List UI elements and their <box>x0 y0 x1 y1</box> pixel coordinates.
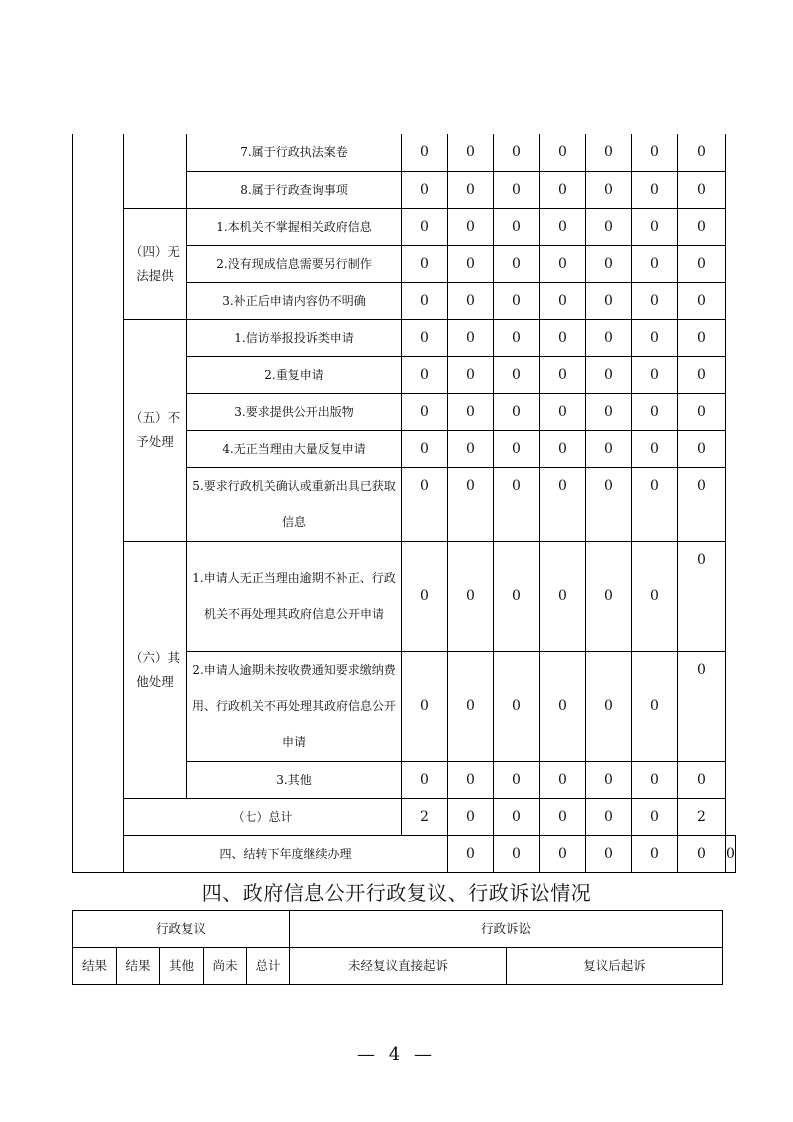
value-cell: 0 <box>586 430 632 467</box>
value-cell: 0 <box>586 282 632 319</box>
value-cell: 0 <box>448 245 494 282</box>
application-handling-table <box>72 134 736 873</box>
value-cell: 0 <box>494 319 540 356</box>
review-litigation-table <box>72 910 723 985</box>
value-cell: 0 <box>494 356 540 393</box>
value-cell: 0 <box>494 835 540 872</box>
value-cell: 0 <box>632 835 678 872</box>
table-row <box>73 208 736 245</box>
row-label: 3.补正后申请内容仍不明确 <box>187 282 402 319</box>
outer-blank-cell <box>73 134 124 872</box>
value-cell: 2 <box>402 798 448 835</box>
value-cell: 0 <box>448 356 494 393</box>
value-cell: 0 <box>586 245 632 282</box>
value-cell: 0 <box>540 651 586 761</box>
value-cell: 0 <box>678 245 726 282</box>
value-cell: 0 <box>586 798 632 835</box>
direct-suit-header: 未经复议直接起诉 <box>290 948 507 985</box>
value-cell: 0 <box>632 208 678 245</box>
value-cell: 0 <box>540 393 586 430</box>
value-cell: 0 <box>540 467 586 541</box>
admin-review-header: 行政复议 <box>73 911 290 948</box>
value-cell: 0 <box>678 208 726 245</box>
value-cell: 0 <box>726 835 736 872</box>
group-label-unable: （四）无法提供 <box>124 208 187 319</box>
value-cell: 0 <box>678 393 726 430</box>
value-cell: 0 <box>448 134 494 171</box>
value-cell: 0 <box>632 798 678 835</box>
value-cell: 0 <box>586 761 632 798</box>
value-cell: 0 <box>402 319 448 356</box>
value-cell: 0 <box>494 393 540 430</box>
value-cell: 0 <box>586 208 632 245</box>
value-cell: 0 <box>540 134 586 171</box>
value-cell: 0 <box>494 467 540 541</box>
value-cell: 0 <box>632 541 678 651</box>
value-cell: 0 <box>632 393 678 430</box>
value-cell: 0 <box>678 541 726 651</box>
row-label: 8.属于行政查询事项 <box>187 171 402 208</box>
value-cell: 0 <box>402 356 448 393</box>
value-cell: 0 <box>678 651 726 761</box>
value-cell: 0 <box>632 319 678 356</box>
row-label: 2.申请人逾期未按收费通知要求缴纳费用、行政机关不再处理其政府信息公开申请 <box>187 651 402 761</box>
value-cell: 0 <box>448 835 494 872</box>
value-cell: 0 <box>586 541 632 651</box>
value-cell: 0 <box>540 245 586 282</box>
value-cell: 0 <box>448 761 494 798</box>
value-cell: 0 <box>448 319 494 356</box>
value-cell: 0 <box>494 282 540 319</box>
row-label: 4.无正当理由大量反复申请 <box>187 430 402 467</box>
value-cell: 2 <box>678 798 726 835</box>
table-row <box>73 948 723 985</box>
value-cell: 0 <box>586 319 632 356</box>
value-cell: 0 <box>494 134 540 171</box>
value-cell: 0 <box>678 134 726 171</box>
value-cell: 0 <box>632 134 678 171</box>
value-cell: 0 <box>632 245 678 282</box>
row-label: 2.重复申请 <box>187 356 402 393</box>
value-cell: 0 <box>586 651 632 761</box>
value-cell: 0 <box>402 134 448 171</box>
table-row <box>73 134 736 171</box>
value-cell: 0 <box>448 282 494 319</box>
value-cell: 0 <box>586 356 632 393</box>
review-col-header: 尚未 <box>204 948 247 985</box>
row-label: 3.要求提供公开出版物 <box>187 393 402 430</box>
value-cell: 0 <box>402 467 448 541</box>
value-cell: 0 <box>632 651 678 761</box>
group-cell-continued <box>124 134 187 208</box>
value-cell: 0 <box>494 798 540 835</box>
value-cell: 0 <box>678 171 726 208</box>
value-cell: 0 <box>448 430 494 467</box>
value-cell: 0 <box>540 171 586 208</box>
value-cell: 0 <box>402 393 448 430</box>
value-cell: 0 <box>402 761 448 798</box>
value-cell: 0 <box>540 761 586 798</box>
value-cell: 0 <box>632 430 678 467</box>
value-cell: 0 <box>540 541 586 651</box>
admin-litigation-header: 行政诉讼 <box>290 911 723 948</box>
value-cell: 0 <box>448 651 494 761</box>
row-label: 1.申请人无正当理由逾期不补正、行政机关不再处理其政府信息公开申请 <box>187 541 402 651</box>
value-cell: 0 <box>448 798 494 835</box>
value-cell: 0 <box>402 430 448 467</box>
value-cell: 0 <box>494 171 540 208</box>
value-cell: 0 <box>402 208 448 245</box>
row-label: 1.本机关不掌握相关政府信息 <box>187 208 402 245</box>
value-cell: 0 <box>494 761 540 798</box>
value-cell: 0 <box>678 282 726 319</box>
value-cell: 0 <box>678 356 726 393</box>
row-label: 2.没有现成信息需要另行制作 <box>187 245 402 282</box>
row-label: 3.其他 <box>187 761 402 798</box>
value-cell: 0 <box>402 541 448 651</box>
review-col-header: 结果 <box>117 948 160 985</box>
row-label: 7.属于行政执法案卷 <box>187 134 402 171</box>
value-cell: 0 <box>494 651 540 761</box>
value-cell: 0 <box>678 430 726 467</box>
table-row <box>73 911 723 948</box>
value-cell: 0 <box>540 356 586 393</box>
value-cell: 0 <box>678 761 726 798</box>
review-col-header: 其他 <box>160 948 204 985</box>
table-row-total <box>73 798 736 835</box>
value-cell: 0 <box>678 835 726 872</box>
value-cell: 0 <box>540 835 586 872</box>
value-cell: 0 <box>402 282 448 319</box>
row-label: 5.要求行政机关确认或重新出具已获取信息 <box>187 467 402 541</box>
row-label: 1.信访举报投诉类申请 <box>187 319 402 356</box>
value-cell: 0 <box>448 541 494 651</box>
review-col-header: 结果 <box>73 948 117 985</box>
value-cell: 0 <box>678 467 726 541</box>
table-row <box>73 319 736 356</box>
value-cell: 0 <box>448 393 494 430</box>
table-row <box>73 541 736 651</box>
table-row-carry-over <box>73 835 736 872</box>
value-cell: 0 <box>586 171 632 208</box>
carry-over-label: 四、结转下年度继续办理 <box>124 835 448 872</box>
value-cell: 0 <box>494 430 540 467</box>
section-title: 四、政府信息公开行政复议、行政诉讼情况 <box>201 881 592 905</box>
value-cell: 0 <box>586 134 632 171</box>
value-cell: 0 <box>540 798 586 835</box>
value-cell: 0 <box>586 467 632 541</box>
value-cell: 0 <box>402 651 448 761</box>
value-cell: 0 <box>586 393 632 430</box>
value-cell: 0 <box>448 208 494 245</box>
value-cell: 0 <box>632 171 678 208</box>
after-review-suit-header: 复议后起诉 <box>507 948 723 985</box>
value-cell: 0 <box>402 245 448 282</box>
value-cell: 0 <box>448 171 494 208</box>
value-cell: 0 <box>632 761 678 798</box>
value-cell: 0 <box>632 282 678 319</box>
value-cell: 0 <box>540 430 586 467</box>
group-label-not-processed: （五）不予处理 <box>124 319 187 541</box>
value-cell: 0 <box>494 541 540 651</box>
value-cell: 0 <box>402 171 448 208</box>
review-col-header: 总计 <box>247 948 290 985</box>
value-cell: 0 <box>540 282 586 319</box>
page-number: — 4 — <box>357 1044 436 1065</box>
value-cell: 0 <box>586 835 632 872</box>
value-cell: 0 <box>494 245 540 282</box>
value-cell: 0 <box>632 467 678 541</box>
value-cell: 0 <box>632 356 678 393</box>
value-cell: 0 <box>494 208 540 245</box>
total-label: （七）总计 <box>124 798 402 835</box>
value-cell: 0 <box>448 467 494 541</box>
value-cell: 0 <box>540 208 586 245</box>
value-cell: 0 <box>678 319 726 356</box>
group-label-other: （六）其他处理 <box>124 541 187 798</box>
value-cell: 0 <box>540 319 586 356</box>
